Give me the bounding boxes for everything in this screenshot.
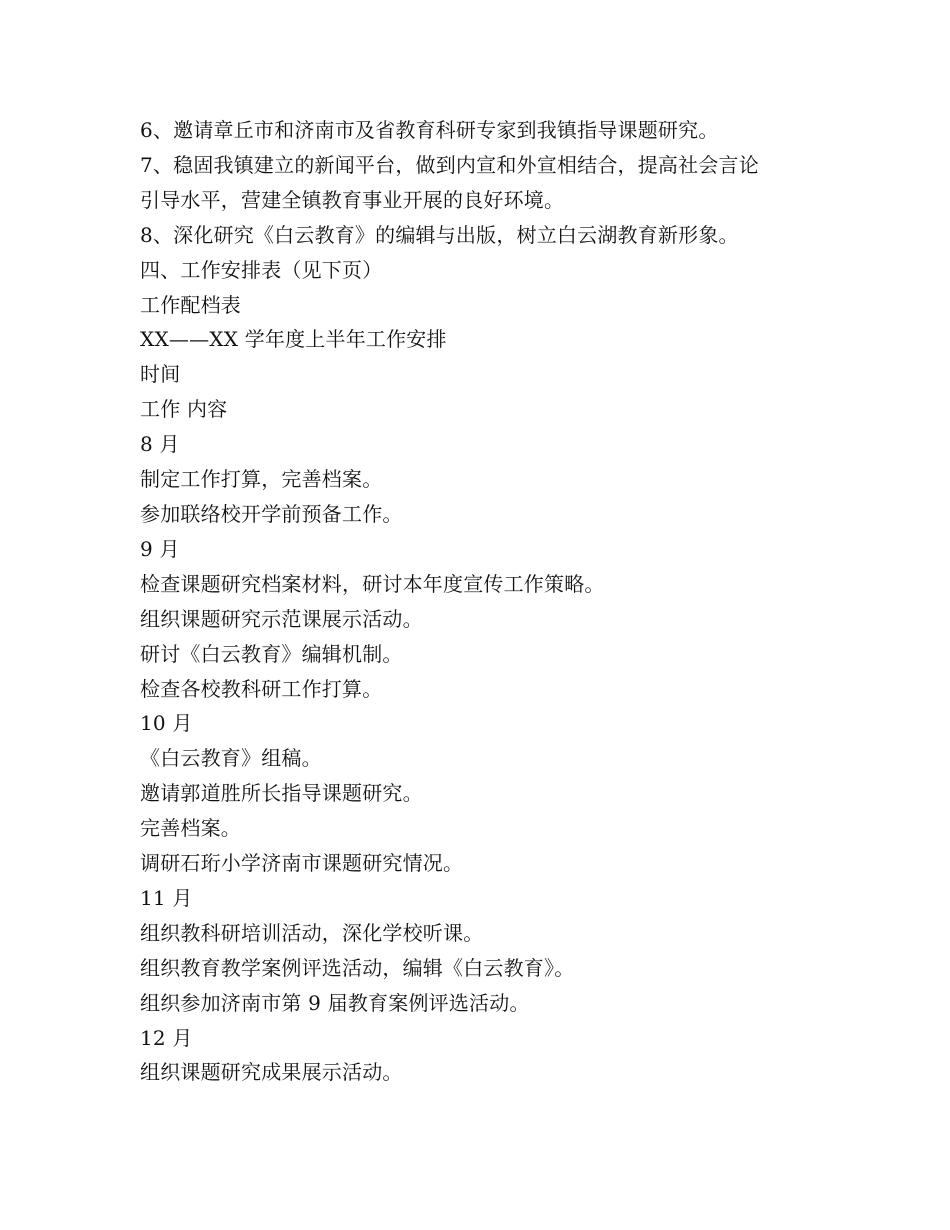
month-label: 12 月 (140, 1025, 193, 1050)
table-title: 工作配档表 (140, 292, 241, 317)
task-item: 制定工作打算，完善档案。 (140, 467, 383, 492)
month-label: 9 月 (140, 536, 180, 561)
task-item: 组织课题研究示范课展示活动。 (140, 606, 423, 631)
task-item: 完善档案。 (140, 816, 241, 841)
table-subtitle: XX——XX 学年度上半年工作安排 (140, 327, 447, 352)
document-body (140, 113, 820, 1090)
text-line: 6、邀请章丘市和济南市及省教育科研专家到我镇指导课题研究。 (140, 118, 719, 142)
task-item: 组织参加济南市第 9 届教育案例评选活动。 (140, 990, 530, 1015)
task-item: 组织课题研究成果展示活动。 (140, 1060, 403, 1085)
month-label: 8 月 (140, 432, 180, 457)
text-line: 引导水平，营建全镇教育事业开展的良好环境。 (140, 187, 565, 212)
text-line: 8、深化研究《白云教育》的编辑与出版，树立白云湖教育新形象。 (140, 222, 739, 247)
month-label: 10 月 (140, 711, 193, 736)
task-item: 组织教育教学案例评选活动，编辑《白云教育》。 (140, 955, 575, 980)
task-item: 《白云教育》组稿。 (140, 746, 322, 771)
section-heading: 四、工作安排表（见下页） (140, 257, 383, 282)
column-header-content: 工作 内容 (140, 397, 228, 422)
task-item: 研讨《白云教育》编辑机制。 (140, 641, 403, 666)
task-item: 参加联络校开学前预备工作。 (140, 501, 403, 526)
task-item: 检查课题研究档案材料，研讨本年度宣传工作策略。 (140, 571, 605, 596)
text-line: 7、稳固我镇建立的新闻平台，做到内宣和外宣相结合，提高社会言论 (140, 152, 759, 177)
task-item: 调研石珩小学济南市课题研究情况。 (140, 851, 464, 876)
task-item: 检查各校教科研工作打算。 (140, 676, 383, 701)
task-item: 邀请郭道胜所长指导课题研究。 (140, 781, 423, 806)
month-label: 11 月 (140, 885, 193, 910)
column-header-time: 时间 (140, 362, 181, 387)
task-item: 组织教科研培训活动，深化学校听课。 (140, 920, 484, 945)
